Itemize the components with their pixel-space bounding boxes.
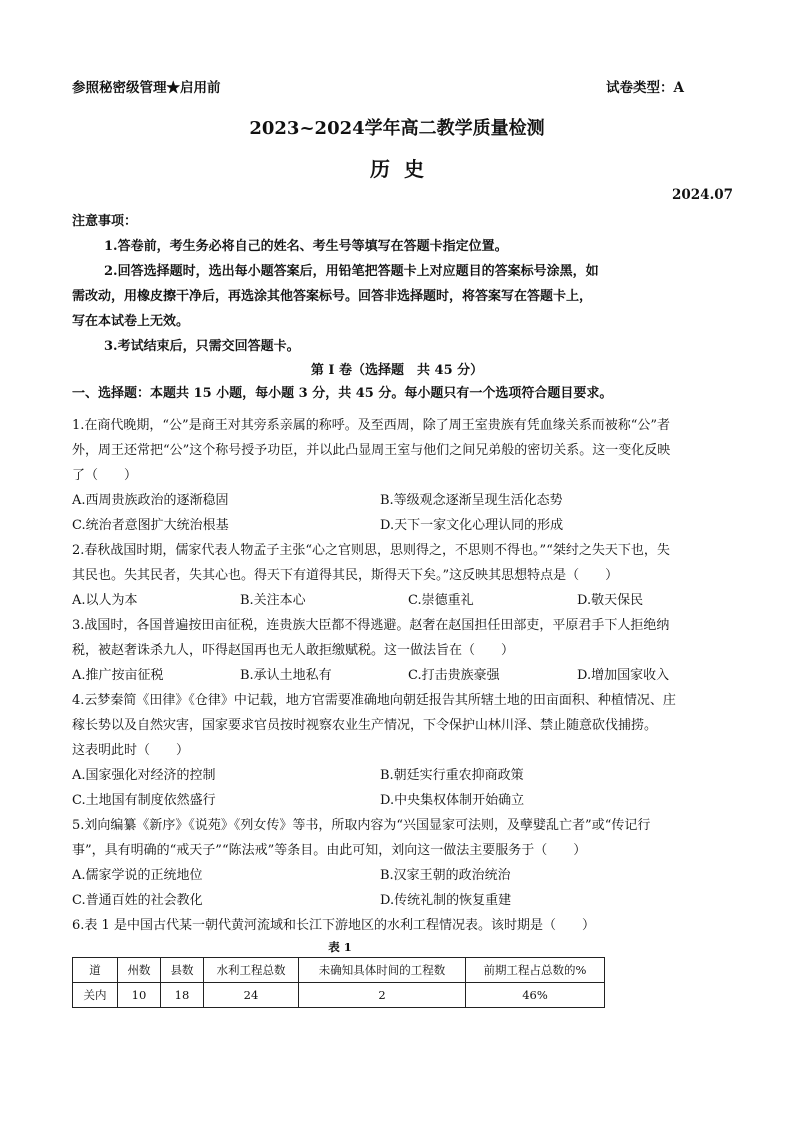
table-header-cell: 县数 [161,958,204,983]
q4-line-3: 这表明此时（ ） [72,743,190,758]
q1-option-a: A.西周贵族政治的逐渐稳固 [72,493,229,508]
volume-heading: 第 I 卷（选择题 共 45 分） [310,363,484,378]
q4-line-1: 4.云梦秦简《田律》《仓律》中记载，地方官需要准确地向朝廷报告其所辖土地的田亩面积、种植情况、庄 [72,693,676,708]
q1-line-3: 了（ ） [72,468,138,483]
table-cell: 46% [466,983,605,1008]
q5-option-a: A.儒家学说的正统地位 [72,868,203,883]
q3-option-d: D.增加国家收入 [577,668,670,683]
q5-option-c: C.普通百姓的社会教化 [72,893,203,908]
section-instruction: 一、选择题：本题共 15 小题，每小题 3 分，共 45 分。每小题只有一个选项符合题目要求。 [72,386,613,401]
q3-line-2: 税，被赵奢诛杀九人，吓得赵国再也无人敢拒缴赋税。这一做法旨在（ ） [72,643,515,658]
q4-option-b: B.朝廷实行重农抑商政策 [380,768,524,783]
q4-option-d: D.中央集权体制开始确立 [380,793,525,808]
q4-option-c: C.土地国有制度依然盛行 [72,793,216,808]
table-header-cell: 未确知具体时间的工程数 [299,958,466,983]
notice-item-1: 1.答卷前，考生务必将自己的姓名、考生号等填写在答题卡指定位置。 [104,239,508,254]
table-cell: 关内 [73,983,118,1008]
q1-option-c: C.统治者意图扩大统治根基 [72,518,229,533]
q5-line-1: 5.刘向编纂《新序》《说苑》《列女传》等书，所取内容为“兴国显家可法则，及孽嬖乱亡者”或“传记行 [72,818,651,833]
exam-title: 2023~2024学年高二教学质量检测 [249,118,545,139]
table-header-cell: 水利工程总数 [204,958,299,983]
subject-title: 历 史 [370,157,424,181]
q1-line-2: 外，周王还常把“公”这个称号授予功臣，并以此凸显周王室与他们之间兄弟般的密切关系。这一变化反映 [72,443,671,458]
q5-option-b: B.汉家王朝的政治统治 [380,868,511,883]
confidential-label: 参照秘密级管理★启用前 [72,80,221,96]
table-cell: 2 [299,983,466,1008]
notice-item-3: 3.考试结束后，只需交回答题卡。 [104,339,300,354]
q4-line-2: 稼长势以及自然灾害，国家要求官员按时视察农业生产情况，下令保护山林川泽、禁止随意砍伐捕捞。 [72,718,658,733]
table-header-cell: 道 [73,958,118,983]
q5-option-d: D.传统礼制的恢复重建 [380,893,512,908]
notice-heading: 注意事项： [72,214,138,229]
q3-line-1: 3.战国时，各国普遍按田亩征税，连贵族大臣都不得逃避。赵奢在赵国担任田部吏，平原君手下人拒绝纳 [72,618,670,633]
table-caption: 表 1 [328,940,352,954]
q1-option-b: B.等级观念逐渐呈现生活化态势 [380,493,563,508]
table-cell: 10 [118,983,161,1008]
exam-date: 2024.07 [672,187,734,203]
table-cell: 18 [161,983,204,1008]
q2-option-c: C.崇德重礼 [408,593,474,608]
q5-line-2: 事”，具有明确的“戒天子”“陈法戒”等条目。由此可知，刘向这一做法主要服务于（ ） [72,843,587,858]
table-row [73,983,605,1008]
q6-line-1: 6.表 1 是中国古代某一朝代黄河流域和长江下游地区的水利工程情况表。该时期是（ ） [72,918,595,933]
q2-option-b: B.关注本心 [240,593,306,608]
table-cell: 24 [204,983,299,1008]
table-header-row [73,958,605,983]
q1-line-1: 1.在商代晚期，“公”是商王对其旁系亲属的称呼。及至西周，除了周王室贵族有凭血缘关系而被称“公”者 [72,418,670,433]
q2-option-a: A.以人为本 [72,593,138,608]
q3-option-a: A.推广按亩征税 [72,668,164,683]
notice-item-2: 2.回答选择题时，选出每小题答案后，用铅笔把答题卡上对应题目的答案标号涂黑，如 [104,264,599,279]
table-header-cell: 前期工程占总数的% [466,958,605,983]
table-header-cell: 州数 [118,958,161,983]
q3-option-b: B.承认土地私有 [240,668,332,683]
water-projects-table [72,957,605,1008]
q3-option-c: C.打击贵族豪强 [408,668,500,683]
q2-line-2: 其民也。失其民者，失其心也。得天下有道得其民，斯得天下矣。”这反映其思想特点是（ ） [72,568,619,583]
notice-item-2-cont: 需改动，用橡皮擦干净后，再选涂其他答案标号。回答非选择题时，将答案写在答题卡上， [72,289,593,304]
notice-item-2-end: 写在本试卷上无效。 [72,314,190,329]
q4-option-a: A.国家强化对经济的控制 [72,768,216,783]
q2-line-1: 2.春秋战国时期，儒家代表人物孟子主张“心之官则思，思则得之，不思则不得也。”“桀纣之失天下也，失 [72,543,670,558]
paper-type-label: 试卷类型：A [606,80,684,96]
q2-option-d: D.敬天保民 [577,593,644,608]
q1-option-d: D.天下一家文化心理认同的形成 [380,518,564,533]
